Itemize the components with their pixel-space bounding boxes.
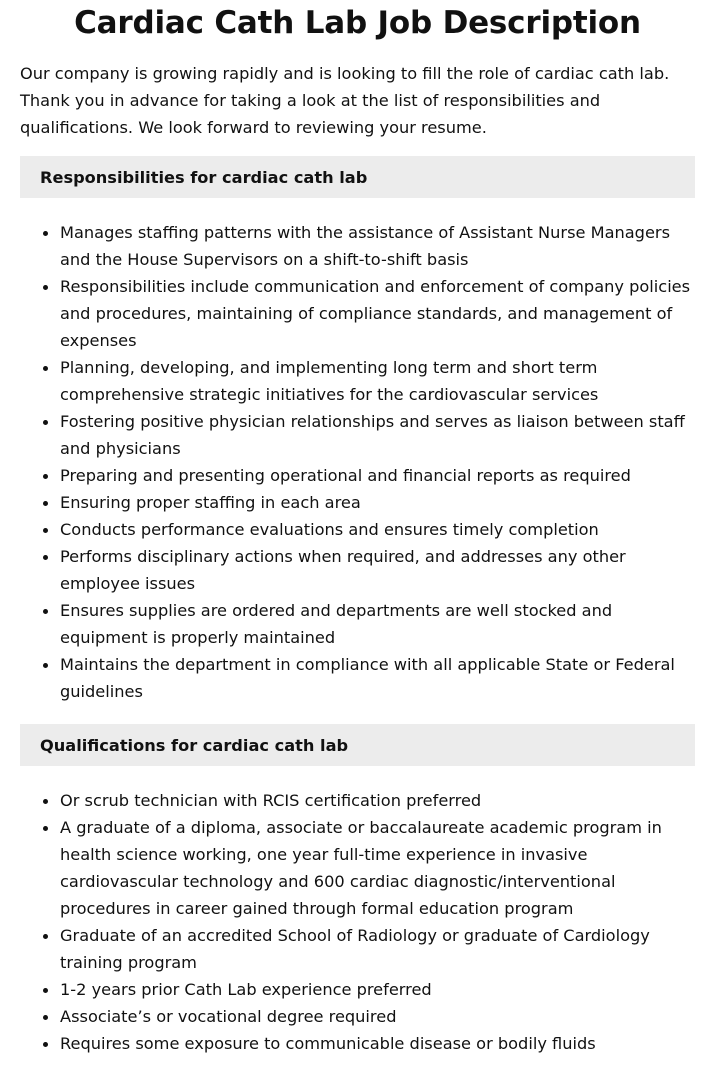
list-item: Responsibilities include communication and enforcement of company policies and procedures, maintaining of compliance standards, and management of expenses	[60, 273, 695, 354]
list-item: Fostering positive physician relationships and serves as liaison between staff and physicians	[60, 408, 695, 462]
list-item: Requires some exposure to communicable disease or bodily fluids	[60, 1030, 695, 1057]
list-item: Or scrub technician with RCIS certification preferred	[60, 787, 695, 814]
responsibilities-heading: Responsibilities for cardiac cath lab	[20, 156, 695, 198]
list-item: Graduate of an accredited School of Radiology or graduate of Cardiology training program	[60, 922, 695, 976]
list-item: Maintains the department in compliance with all applicable State or Federal guidelines	[60, 651, 695, 705]
qualifications-list	[20, 787, 695, 1057]
list-item: Manages staffing patterns with the assistance of Assistant Nurse Managers and the House Supervisors on a shift-to-shift basis	[60, 219, 695, 273]
intro-paragraph: Our company is growing rapidly and is looking to fill the role of cardiac cath lab. Thank you in advance for taking a look at the list of responsibilities and qualifications. We look forward to reviewing your resume.	[20, 64, 670, 137]
qualifications-heading: Qualifications for cardiac cath lab	[20, 724, 695, 766]
list-item: Performs disciplinary actions when required, and addresses any other employee issues	[60, 543, 695, 597]
list-item: Preparing and presenting operational and financial reports as required	[60, 462, 695, 489]
list-item: Planning, developing, and implementing long term and short term comprehensive strategic initiatives for the cardiovascular services	[60, 354, 695, 408]
list-item: Conducts performance evaluations and ensures timely completion	[60, 516, 695, 543]
list-item: A graduate of a diploma, associate or baccalaureate academic program in health science working, one year full-time experience in invasive cardiovascular technology and 600 cardiac diagnostic/interventional procedures in career gained through formal education program	[60, 814, 695, 922]
list-item: Ensuring proper staffing in each area	[60, 489, 695, 516]
list-item: 1-2 years prior Cath Lab experience preferred	[60, 976, 695, 1003]
responsibilities-list	[20, 219, 695, 705]
list-item: Ensures supplies are ordered and departments are well stocked and equipment is properly maintained	[60, 597, 695, 651]
page-title: Cardiac Cath Lab Job Description	[74, 5, 641, 41]
list-item: Associate’s or vocational degree required	[60, 1003, 695, 1030]
